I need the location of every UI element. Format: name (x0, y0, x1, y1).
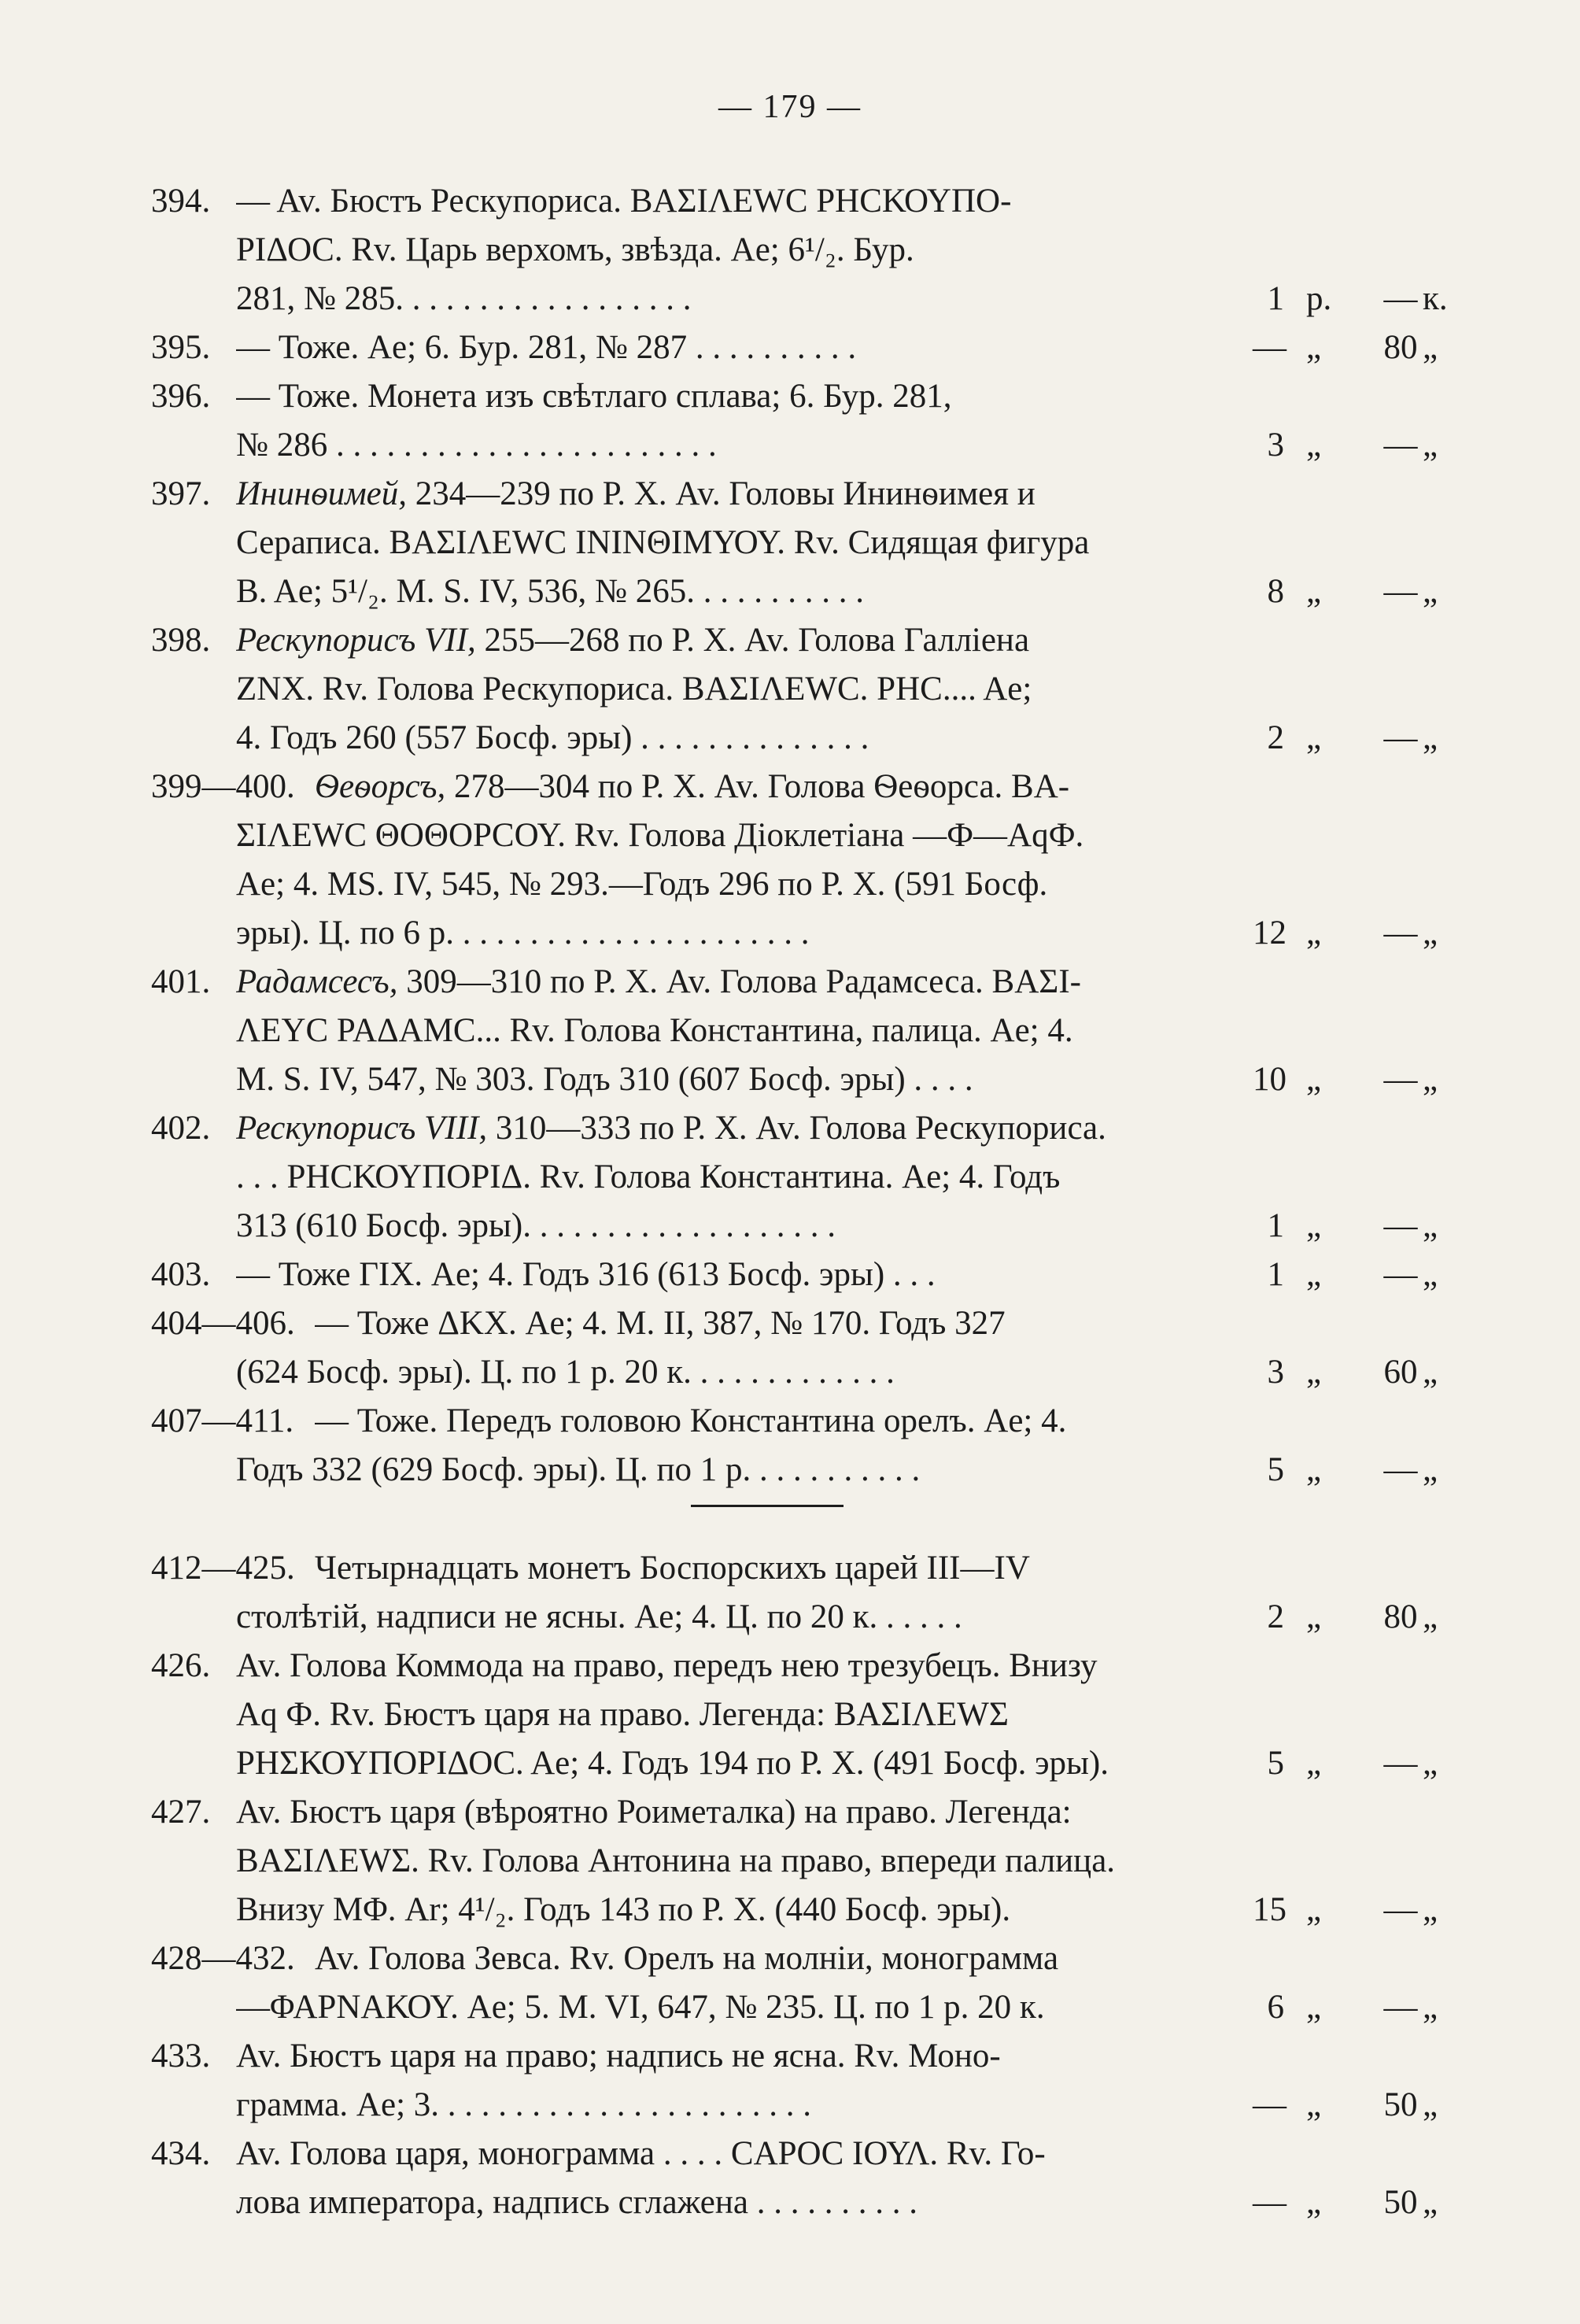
catalog-line (0, 1690, 1580, 1739)
price-rubles: 3 (1267, 1354, 1284, 1391)
line-text: Ининѳимей, 234—239 по Р. Х. Av. Головы Ининѳимея и (236, 475, 1035, 512)
line-text: Av. Голова царя, монограмма . . . . CAPOC ΙΟΥΛ. Rv. Го- (236, 2135, 1046, 2172)
line-text: Рескупорисъ VII, 255—268 по Р. Х. Av. Голова Галліена (236, 622, 1030, 659)
line-text: ΖΝΧ. Rv. Голова Рескупориса. ΒΑΣΙΛΕWC. ΡΗC.... Ae; (236, 671, 1032, 708)
price-unit-rubles: „ (1306, 719, 1322, 756)
price-unit-kopecks: „ (1423, 1354, 1438, 1391)
price-unit-rubles: „ (1306, 2086, 1322, 2123)
line-text: грамма. Ae; 3. . . . . . . . . . . . . . . . . . . . . . . (236, 2086, 812, 2123)
catalog-line (0, 763, 1580, 811)
price-kopecks: 80 (1383, 329, 1418, 366)
price-rubles: 3 (1267, 427, 1284, 464)
price-unit-kopecks: „ (1423, 2184, 1438, 2221)
catalog-line (0, 909, 1580, 958)
line-text: M. S. IV, 547, № 303. Годъ 310 (607 Босф. эры) . . . . (236, 1061, 973, 1098)
catalog-line (0, 2032, 1580, 2081)
catalog-line (0, 1544, 1580, 1593)
line-text: Сераписа. ΒΑΣΙΛΕWC ΙΝΙΝΘΙΜΥΟΥ. Rv. Сидящая фигура (236, 524, 1090, 561)
price-unit-rubles: „ (1306, 1256, 1322, 1293)
price-kopecks: — (1383, 1745, 1418, 1782)
catalog-line (0, 519, 1580, 567)
price-kopecks: 50 (1383, 2086, 1418, 2123)
price-rubles: — (1253, 2086, 1287, 2123)
price-unit-rubles: „ (1306, 1061, 1322, 1098)
ruler-name: Рескупорисъ VII, (236, 622, 476, 659)
price-unit-kopecks: „ (1423, 2086, 1438, 2123)
catalog-line (0, 421, 1580, 470)
catalog-line (0, 2081, 1580, 2130)
catalog-line (0, 2130, 1580, 2178)
entry-number: 394. (151, 183, 211, 220)
catalog-line (0, 1593, 1580, 1642)
ruler-name: Рескупорисъ VIII, (236, 1110, 488, 1147)
catalog-line (0, 226, 1580, 275)
catalog-line (0, 860, 1580, 909)
price-kopecks: 50 (1383, 2184, 1418, 2221)
entry-number: 428—432. (151, 1940, 295, 1977)
price-kopecks: — (1383, 1891, 1418, 1928)
catalog-line (0, 567, 1580, 616)
price-kopecks: — (1383, 427, 1418, 464)
entry-number: 412—425. (151, 1550, 295, 1587)
catalog-line (0, 1446, 1580, 1495)
price-unit-kopecks: „ (1423, 719, 1438, 756)
entry-number: 395. (151, 329, 211, 366)
price-unit-kopecks: „ (1423, 1891, 1438, 1928)
price-unit-rubles: „ (1306, 1989, 1322, 2026)
price-unit-kopecks: „ (1423, 573, 1438, 610)
ruler-name: Радамсесъ, (236, 963, 398, 1000)
price-kopecks: — (1383, 719, 1418, 756)
entry-number: 433. (151, 2038, 211, 2075)
price-kopecks: — (1383, 1207, 1418, 1244)
price-unit-kopecks: „ (1423, 1061, 1438, 1098)
price-rubles: 5 (1267, 1745, 1284, 1782)
line-text: Av. Голова Коммода на право, передъ нею трезубецъ. Внизу (236, 1647, 1098, 1684)
price-rubles: 5 (1267, 1451, 1284, 1488)
line-text: Радамсесъ, 309—310 по Р. Х. Av. Голова Радамсеса. ΒΑΣΙ- (236, 963, 1081, 1000)
catalog-line (0, 470, 1580, 519)
line-text: эры). Ц. по 6 р. . . . . . . . . . . . . . . . . . . . . . (236, 914, 810, 951)
line-text: — Тоже. Ae; 6. Бур. 281, № 287 . . . . . . . . . . (236, 329, 857, 366)
catalog-line (0, 1055, 1580, 1104)
catalog-line (0, 1299, 1580, 1348)
line-text: ΒΑΣΙΛΕWΣ. Rv. Голова Антонина на право, впереди палица. (236, 1842, 1116, 1879)
line-text: Аq Ф. Rv. Бюстъ царя на право. Легенда: ΒΑΣΙΛΕWΣ (236, 1696, 1009, 1733)
catalog-line (0, 1788, 1580, 1837)
line-text: столѣтій, надписи не ясны. Ae; 4. Ц. по 20 к. . . . . . (236, 1598, 962, 1635)
line-text: 281, № 285. . . . . . . . . . . . . . . . . . (236, 280, 692, 317)
catalog-line (0, 1348, 1580, 1397)
price-rubles: 8 (1267, 573, 1284, 610)
price-unit-rubles: „ (1306, 1207, 1322, 1244)
catalog-line (0, 714, 1580, 763)
catalog-line (0, 1837, 1580, 1886)
line-text: ΛΕΥC ΡΑΔΑΜC... Rv. Голова Константина, палица. Ae; 4. (236, 1012, 1073, 1049)
line-text: ΡΙΔΟC. Rv. Царь верхомъ, звѣзда. Ae; 6¹/₂. Бур. (236, 231, 914, 268)
price-unit-rubles: „ (1306, 914, 1322, 951)
price-unit-rubles: „ (1306, 1354, 1322, 1391)
catalog-line (0, 177, 1580, 226)
price-unit-kopecks: к. (1423, 280, 1448, 317)
price-rubles: 1 (1267, 280, 1284, 317)
catalog-line (0, 811, 1580, 860)
entry-number: 402. (151, 1110, 211, 1147)
catalog-line (0, 665, 1580, 714)
price-unit-rubles: „ (1306, 427, 1322, 464)
catalog-line (0, 1983, 1580, 2032)
line-text: — Av. Бюстъ Рескупориса. ΒΑΣΙΛΕWC ΡΗCΚΟΥΠΟ- (236, 183, 1012, 220)
line-text: Ѳеѳорсъ, 278—304 по Р. Х. Av. Голова Ѳеѳорса. ΒΑ- (315, 768, 1070, 805)
price-unit-kopecks: „ (1423, 427, 1438, 464)
catalog-line (0, 2178, 1580, 2227)
line-text: Av. Голова Зевса. Rv. Орелъ на молніи, монограмма (315, 1940, 1059, 1977)
catalog-line (0, 1007, 1580, 1055)
price-kopecks: 80 (1383, 1598, 1418, 1635)
line-text: . . . ΡΗCΚΟΥΠΟΡΙΔ. Rv. Голова Константина. Ae; 4. Годъ (236, 1158, 1061, 1195)
price-unit-rubles: „ (1306, 1745, 1322, 1782)
price-kopecks: — (1383, 1451, 1418, 1488)
price-unit-kopecks: „ (1423, 1989, 1438, 2026)
entry-number: 403. (151, 1256, 211, 1293)
line-text: — Тоже ΓΙΧ. Ae; 4. Годъ 316 (613 Босф. эры) . . . (236, 1256, 936, 1293)
price-unit-kopecks: „ (1423, 1256, 1438, 1293)
line-text: ΡΗΣΚΟΥΠΟΡΙΔΟC. Ae; 4. Годъ 194 по Р. Х. (491 Босф. эры). (236, 1745, 1109, 1782)
catalog-line (0, 1642, 1580, 1690)
catalog-line (0, 616, 1580, 665)
price-unit-rubles: „ (1306, 573, 1322, 610)
catalog-line (0, 1397, 1580, 1446)
entry-number: 398. (151, 622, 211, 659)
entry-number: 399—400. (151, 768, 295, 805)
price-rubles: — (1253, 2184, 1287, 2221)
price-kopecks: — (1383, 1256, 1418, 1293)
line-text: (624 Босф. эры). Ц. по 1 р. 20 к. . . . . . . . . . . . . (236, 1354, 895, 1391)
price-rubles: — (1253, 329, 1287, 366)
price-rubles: 1 (1267, 1207, 1284, 1244)
line-text: лова императора, надпись сглажена . . . . . . . . . . (236, 2184, 917, 2221)
line-text: — Тоже. Монета изъ свѣтлаго сплава; 6. Бур. 281, (236, 378, 952, 415)
price-rubles: 15 (1253, 1891, 1287, 1928)
ruler-name: Ѳеѳорсъ, (315, 768, 446, 805)
line-text: — Тоже ΔΚΧ. Ae; 4. M. II, 387, № 170. Годъ 327 (315, 1305, 1006, 1342)
price-kopecks: 60 (1383, 1354, 1418, 1391)
price-kopecks: — (1383, 1061, 1418, 1098)
price-rubles: 6 (1267, 1989, 1284, 2026)
price-rubles: 10 (1253, 1061, 1287, 1098)
entry-number: 407—411. (151, 1402, 294, 1439)
catalog-line (0, 1739, 1580, 1788)
line-text: Av. Бюстъ царя (вѣроятно Роиметалка) на право. Легенда: (236, 1794, 1072, 1831)
catalog-line (0, 323, 1580, 372)
line-text: 4. Годъ 260 (557 Босф. эры) . . . . . . . . . . . . . . (236, 719, 869, 756)
price-rubles: 2 (1267, 719, 1284, 756)
line-text: Годъ 332 (629 Босф. эры). Ц. по 1 р. . . . . . . . . . . (236, 1451, 921, 1488)
line-text: — Тоже. Передъ головою Константина орелъ. Ae; 4. (315, 1402, 1067, 1439)
line-text: Av. Бюстъ царя на право; надпись не ясна. Rv. Моно- (236, 2038, 1001, 2075)
line-text: Внизу ΜΦ. Ar; 4¹/₂. Годъ 143 по Р. Х. (440 Босф. эры). (236, 1891, 1011, 1928)
entry-number: 397. (151, 475, 211, 512)
price-rubles: 12 (1253, 914, 1287, 951)
line-text: Четырнадцать монетъ Боспорскихъ царей III—IV (315, 1550, 1030, 1587)
price-unit-kopecks: „ (1423, 1598, 1438, 1635)
catalog-line (0, 958, 1580, 1007)
price-unit-rubles: „ (1306, 2184, 1322, 2221)
catalog-line (0, 1934, 1580, 1983)
ruler-name: Ининѳимей, (236, 475, 407, 512)
entry-number: 396. (151, 378, 211, 415)
catalog-line (0, 372, 1580, 421)
catalog-line (0, 1153, 1580, 1202)
catalog-line (0, 1104, 1580, 1153)
line-text: Ae; 4. MS. IV, 545, № 293.—Годъ 296 по Р. Х. (591 Босф. (236, 866, 1048, 903)
price-rubles: 2 (1267, 1598, 1284, 1635)
catalog-line (0, 275, 1580, 323)
price-unit-kopecks: „ (1423, 1207, 1438, 1244)
line-text: Рескупорисъ VIII, 310—333 по Р. Х. Av. Голова Рескупориса. (236, 1110, 1106, 1147)
line-text: 313 (610 Босф. эры). . . . . . . . . . . . . . . . . . . (236, 1207, 836, 1244)
line-text: B. Ae; 5¹/₂. M. S. IV, 536, № 265. . . . . . . . . . . (236, 573, 864, 610)
price-kopecks: — (1383, 1989, 1418, 2026)
price-unit-rubles: „ (1306, 1451, 1322, 1488)
line-text: № 286 . . . . . . . . . . . . . . . . . . . . . . . (236, 427, 717, 464)
price-kopecks: — (1383, 280, 1418, 317)
section-divider (691, 1505, 844, 1507)
line-text: —ΦΑΡΝΑΚΟΥ. Ae; 5. M. VI, 647, № 235. Ц. по 1 р. 20 к. (236, 1989, 1045, 2026)
entry-number: 427. (151, 1794, 211, 1831)
price-unit-rubles: „ (1306, 1598, 1322, 1635)
price-unit-rubles: „ (1306, 329, 1322, 366)
entry-number: 404—406. (151, 1305, 295, 1342)
price-kopecks: — (1383, 914, 1418, 951)
price-unit-rubles: р. (1306, 280, 1332, 317)
entry-number: 434. (151, 2135, 211, 2172)
price-unit-kopecks: „ (1423, 914, 1438, 951)
catalog-line (0, 1886, 1580, 1934)
entry-number: 401. (151, 963, 211, 1000)
price-unit-kopecks: „ (1423, 329, 1438, 366)
entry-number: 426. (151, 1647, 211, 1684)
line-text: ΣΙΛΕWC ΘΟΘΟΡCΟΥ. Rv. Голова Діоклетіана —Ф—ΑqФ. (236, 817, 1084, 854)
catalog-line (0, 1202, 1580, 1251)
page-number: — 179 — (718, 89, 862, 125)
price-unit-kopecks: „ (1423, 1451, 1438, 1488)
price-kopecks: — (1383, 573, 1418, 610)
price-unit-rubles: „ (1306, 1891, 1322, 1928)
price-rubles: 1 (1267, 1256, 1284, 1293)
catalog-line (0, 1251, 1580, 1299)
price-unit-kopecks: „ (1423, 1745, 1438, 1782)
